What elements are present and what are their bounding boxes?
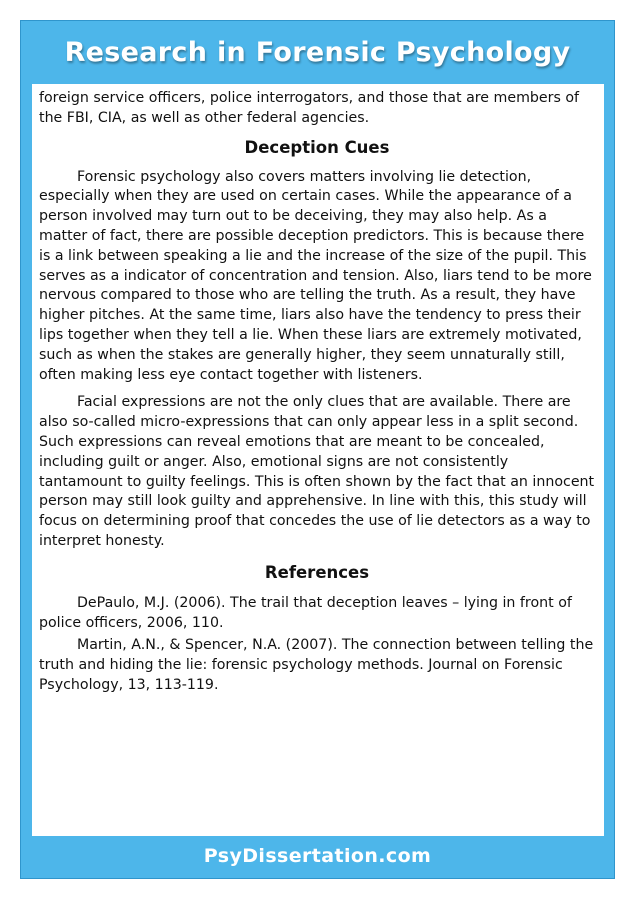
document-page [32,84,604,836]
header-banner [21,21,614,84]
body-paragraph: Forensic psychology also covers matters involving lie detection, especially when they are used on certain cases. While the appearance of a person involved may turn out to be deceiving, they may also help. As a matter of fact, there are possible deception predictors. This is because there is a link between speaking a lie and the increase of the size of the pupil. This serves as a indicator of concentration and tension. Also, liars tend to be more nervous compared to those who are telling the truth. As a result, they have higher pitches. At the same time, liars also have the tendency to press their lips together when they tell a lie. When these liars are extremely motivated, such as when the stakes are generally higher, they seem unnaturally still, often making less eye contact together with listeners. [39,168,592,383]
document-title: Research in Forensic Psychology [64,37,571,68]
intro-paragraph: foreign service officers, police interrogators, and those that are members of the FBI, CIA, as well as other federal agencies. [39,90,580,126]
document-frame [20,20,615,879]
reference-item: Martin, A.N., & Spencer, N.A. (2007). The connection between telling the truth and hiding the lie: forensic psychology methods. Journal on Forensic Psychology, 13, 113-119. [39,637,594,693]
body-paragraph: Facial expressions are not the only clues that are available. There are also so-called micro-expressions that can only appear less in a split second. Such expressions can reveal emotions that are meant to be concealed, including guilt or anger. Also, emotional signs are not consistently tantamount to guilty feelings. This is often shown by the fact that an innocent person may still look guilty and apprehensive. In line with this, this study will focus on determining proof that concedes the use of lie detectors as a way to interpret honesty. [39,394,595,549]
reference-item: DePaulo, M.J. (2006). The trail that deception leaves – lying in front of police officers, 2006, 110. [39,594,572,631]
section-heading-deception-cues: Deception Cues [244,137,390,157]
section-heading-references: References [264,562,370,582]
footer-banner [21,834,614,878]
footer-site-name: PsyDissertation.com [203,845,432,867]
